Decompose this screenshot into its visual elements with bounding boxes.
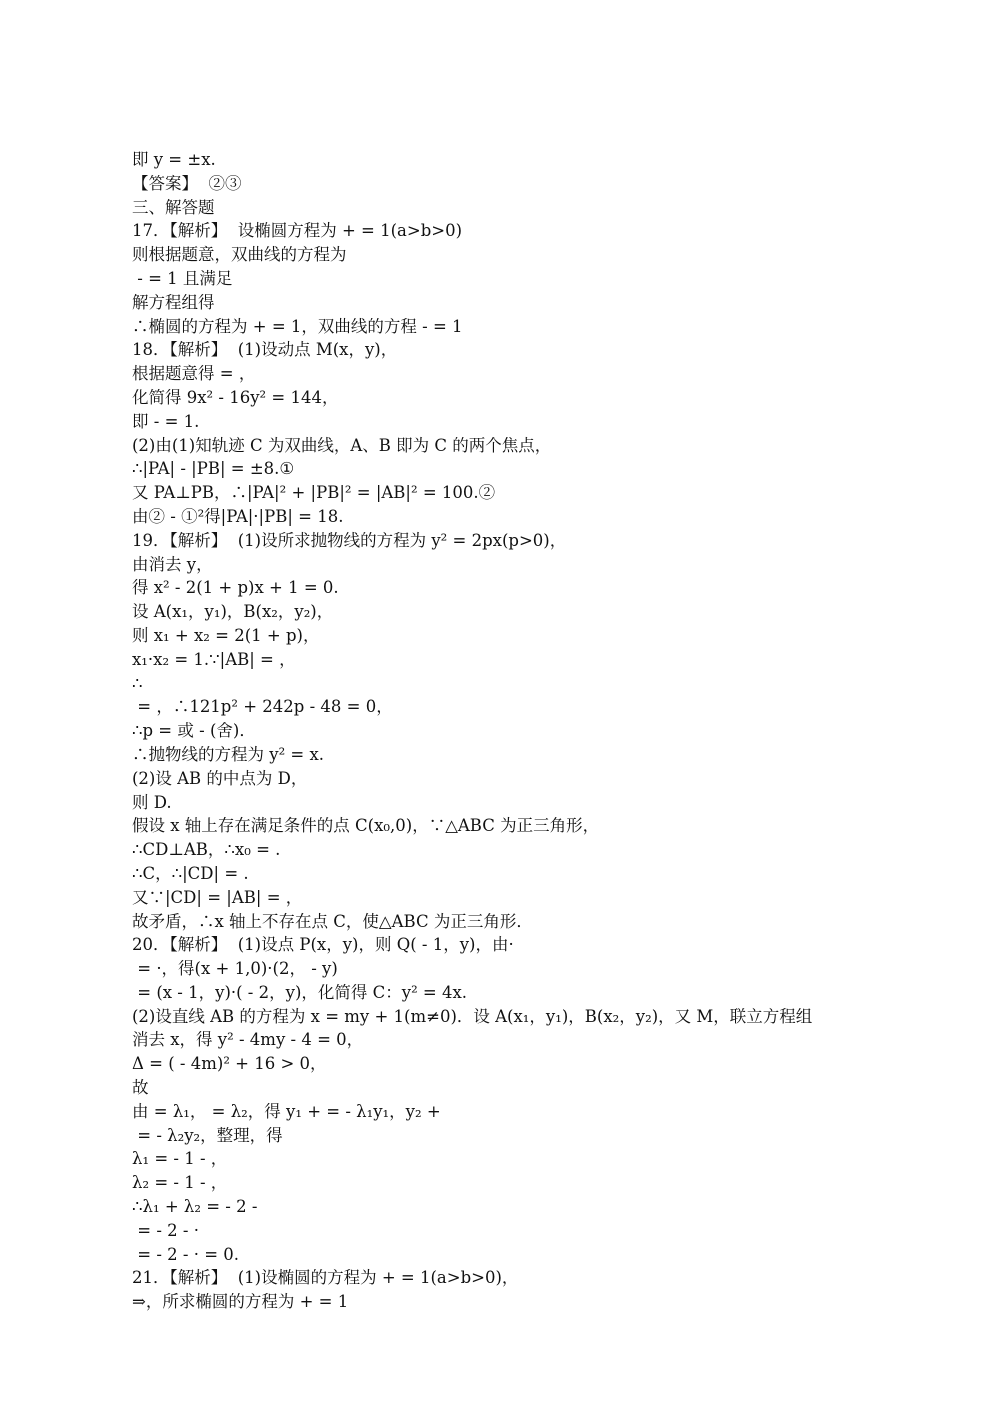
text-line: ∴λ₁ + λ₂ = - 2 - [132,1197,258,1217]
text-line: 设 A(x₁，y₁)，B(x₂，y₂)， [132,602,334,622]
text-line: Δ = ( - 4m)² + 16 > 0， [132,1054,327,1074]
text-line: - = 1 且满足 [132,268,233,288]
text-line: 17．【解析】 设椭圆方程为 + = 1(a>b>0) [132,221,463,241]
text-line: 则 D. [132,792,172,812]
text-line: x₁·x₂ = 1.∵|AB| = ， [132,649,296,669]
text-line: 三、解答题 [132,197,215,217]
text-line: λ₁ = - 1 - ， [132,1149,228,1169]
text-line: 故 [132,1078,149,1098]
text-line: 20．【解析】 (1)设点 P(x，y)，则 Q( - 1，y)，由· [132,935,514,955]
text-line: 得 x² - 2(1 + p)x + 1 = 0. [132,578,339,598]
text-line: ∴p = 或 - (舍)． [132,721,256,741]
text-line: = ，∴121p² + 242p - 48 = 0， [132,697,393,717]
text-line: 即 y = ±x. [132,150,216,169]
text-line: 故矛盾，∴x 轴上不存在点 C，使△ABC 为正三角形． [132,911,533,931]
text-line: 则根据题意，双曲线的方程为 [132,245,347,265]
text-line: 消去 x，得 y² - 4my - 4 = 0， [132,1030,364,1050]
text-line: (2)设直线 AB 的方程为 x = my + 1(m≠0)．设 A(x₁，y₁)，B(x₂，y₂)，又 M，联立方程组 [132,1006,813,1026]
text-line: (2)由(1)知轨迹 C 为双曲线，A、B 即为 C 的两个焦点， [132,435,552,455]
text-line: λ₂ = - 1 - ， [132,1173,228,1193]
text-line: = - λ₂y₂，整理，得 [132,1125,283,1145]
text-line: 21．【解析】 (1)设椭圆的方程为 + = 1(a>b>0)， [132,1268,519,1288]
text-line: ∴ [132,673,143,693]
text-line: = - 2 - · [132,1220,199,1240]
text-line: 【答案】 ②③ [132,173,242,193]
text-line: (2)设 AB 的中点为 D， [132,768,308,788]
solution-text [132,148,892,1314]
text-line: ∴抛物线的方程为 y² = x. [132,744,325,764]
text-line: = - 2 - · = 0. [132,1244,240,1264]
text-line: 化简得 9x² - 16y² = 144， [132,387,339,407]
text-line: 由消去 y， [132,554,213,574]
text-line: 由② - ①²得|PA|·|PB| = 18. [132,506,344,526]
text-line: ∴|PA| - |PB| = ±8.① [132,459,295,479]
text-line: = (x - 1，y)·( - 2，y)，化简得 C：y² = 4x. [132,982,468,1002]
text-line: 则 x₁ + x₂ = 2(1 + p)， [132,625,320,645]
text-line: 又∵|CD| = |AB| = ， [132,887,303,907]
text-line: 根据题意得 = ， [132,364,256,384]
text-line: ⇒，所求椭圆的方程为 + = 1 [132,1292,349,1312]
text-line: ∴CD⊥AB，∴x₀ = . [132,840,281,860]
text-line: ∴C，∴|CD| = . [132,863,249,883]
text-line: 又 PA⊥PB，∴|PA|² + |PB|² = |AB|² = 100.② [132,483,496,503]
text-line: 即 - = 1. [132,411,200,431]
text-line: 解方程组得 [132,292,215,312]
text-line: 假设 x 轴上存在满足条件的点 C(x₀,0)，∵△ABC 为正三角形， [132,816,600,836]
text-line: 由 = λ₁， = λ₂，得 y₁ + = - λ₁y₁，y₂ + [132,1101,441,1121]
text-line: = ·，得(x + 1,0)·(2， - y) [132,959,338,979]
text-line: 18．【解析】 (1)设动点 M(x，y)， [132,340,398,360]
text-line: ∴椭圆的方程为 + = 1，双曲线的方程 - = 1 [132,316,463,336]
text-line: 19．【解析】 (1)设所求抛物线的方程为 y² = 2px(p>0)， [132,530,567,550]
